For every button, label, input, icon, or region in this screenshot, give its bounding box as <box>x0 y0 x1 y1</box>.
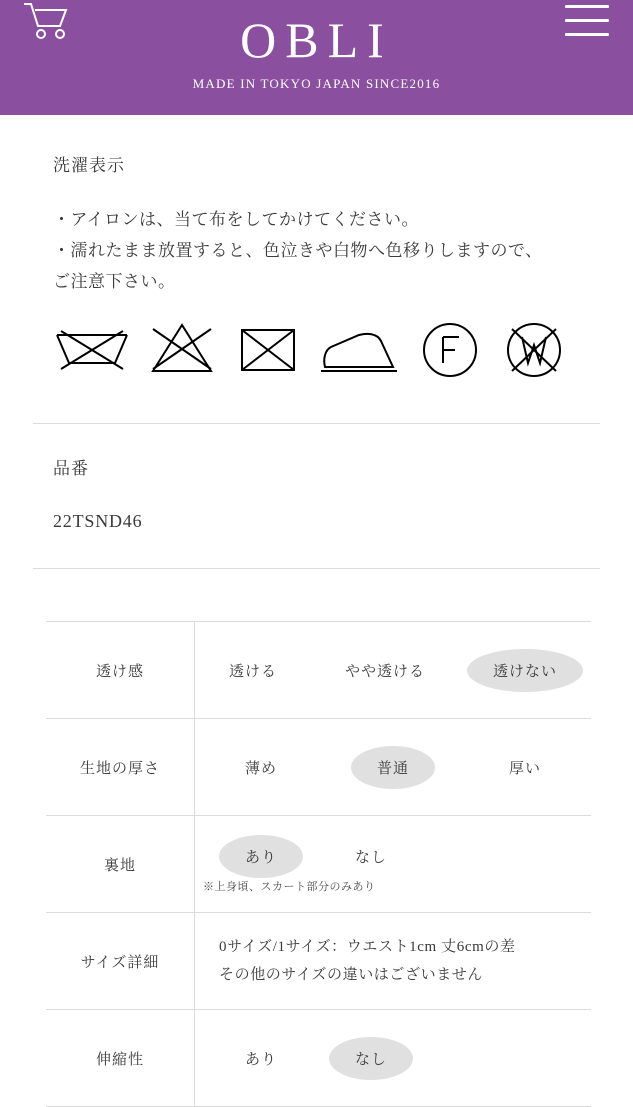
size-detail-line-2: その他のサイズの違いはございません <box>219 967 484 983</box>
option-stretch-1[interactable]: なし <box>329 1037 413 1080</box>
no-bleach-icon <box>145 319 219 381</box>
brand-logo[interactable]: OBLI <box>240 12 393 68</box>
lining-note: ※上身頃、スカート部分のみあり <box>203 880 376 893</box>
option-thickness-2[interactable]: 厚い <box>508 760 541 777</box>
spec-label-lining: 裏地 <box>46 816 195 913</box>
size-detail-line-1: 0サイズ/1サイズ：ウエスト1cm 丈6cmの差 <box>219 939 516 955</box>
divider-2 <box>33 568 600 569</box>
main-content <box>0 151 633 1107</box>
brand-tagline: MADE IN TOKYO JAPAN SINCE2016 <box>192 76 441 91</box>
option-lining-1[interactable]: なし <box>355 849 388 866</box>
no-machine-wash-icon <box>53 319 131 381</box>
option-sheerness-0[interactable]: 透ける <box>228 663 277 680</box>
option-stretch-0[interactable]: あり <box>245 1051 278 1068</box>
iron-icon <box>317 319 401 381</box>
care-notes <box>53 204 600 297</box>
care-note-line-2: ・濡れたまま放置すると、色泣きや白物へ色移りしますので、 <box>53 241 543 260</box>
option-thickness-0[interactable]: 薄め <box>244 760 277 777</box>
table-row <box>46 1010 591 1107</box>
care-note-line-1: ・アイロンは、当て布をしてかけてください。 <box>53 210 419 229</box>
table-row <box>46 816 591 913</box>
dry-clean-f-icon <box>415 319 485 381</box>
site-header <box>0 0 633 115</box>
spec-label-thickness: 生地の厚さ <box>46 719 195 816</box>
option-lining-0[interactable]: あり <box>219 835 303 878</box>
table-row <box>46 719 591 816</box>
spec-value-lining <box>195 816 592 913</box>
spec-value-stretch <box>195 1010 592 1107</box>
care-label-title: 洗濯表示 <box>53 156 125 175</box>
spec-label-stretch: 伸縮性 <box>46 1010 195 1107</box>
table-row <box>46 622 591 719</box>
spec-table <box>46 621 591 1107</box>
divider-1 <box>33 423 600 424</box>
spec-label-sheerness: 透け感 <box>46 622 195 719</box>
option-sheerness-2[interactable]: 透けない <box>467 649 583 692</box>
product-number-value: 22TSND46 <box>53 511 143 531</box>
spec-label-size-detail: サイズ詳細 <box>46 913 195 1010</box>
menu-bar-1 <box>565 5 609 8</box>
care-note-line-3: ご注意下さい。 <box>53 272 176 291</box>
spec-value-size-detail <box>195 913 592 1010</box>
spec-value-thickness <box>195 719 592 816</box>
no-wet-clean-icon <box>499 319 569 381</box>
product-number-label: 品番 <box>53 459 89 478</box>
option-thickness-1[interactable]: 普通 <box>351 746 435 789</box>
care-symbols <box>53 319 600 381</box>
spec-value-sheerness <box>195 622 592 719</box>
no-tumble-dry-icon <box>233 319 303 381</box>
table-row <box>46 913 591 1010</box>
option-sheerness-1[interactable]: やや透ける <box>344 663 425 680</box>
